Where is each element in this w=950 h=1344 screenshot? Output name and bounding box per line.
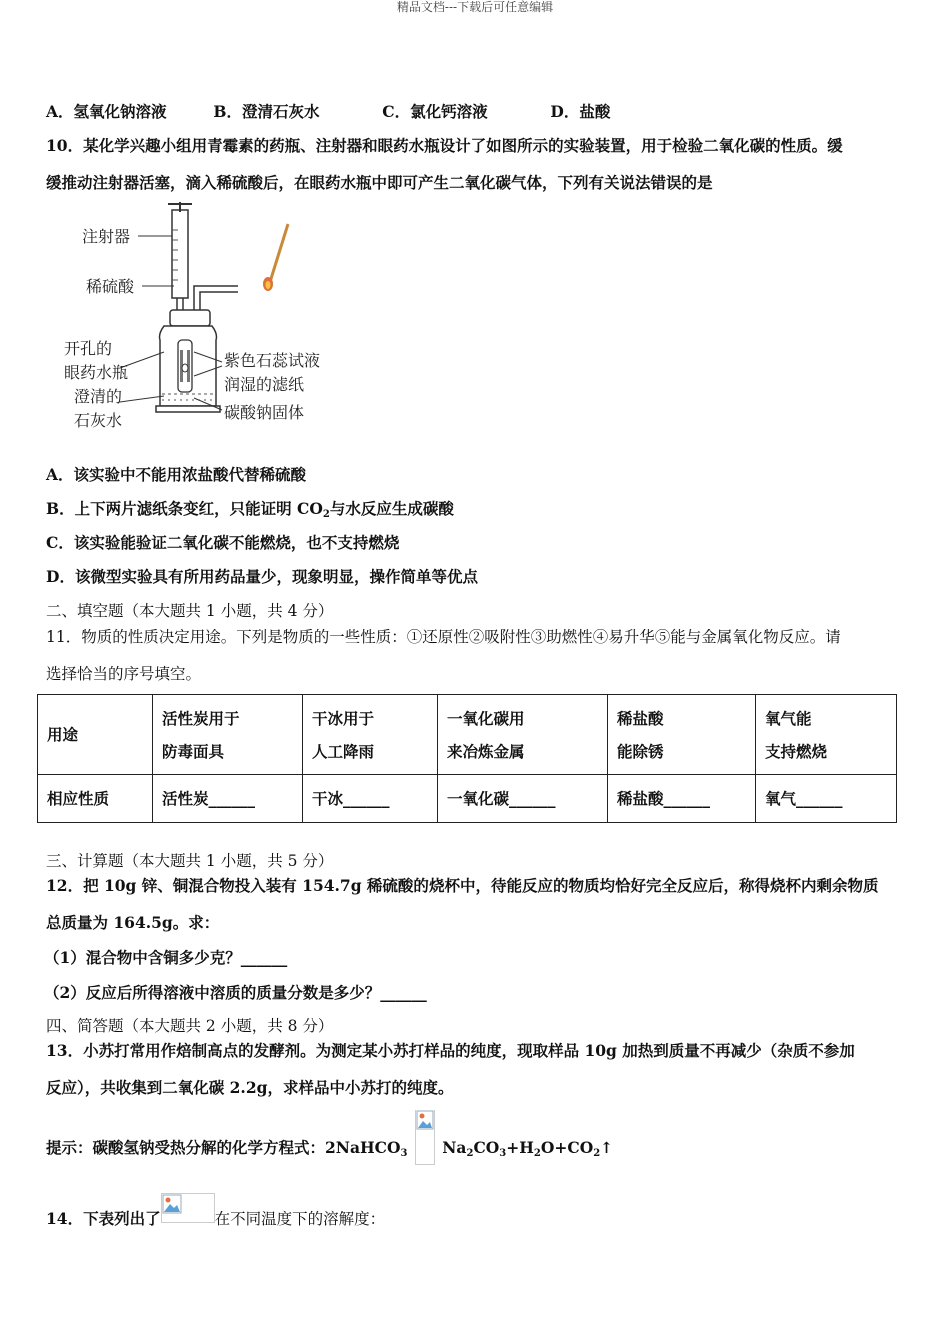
property-blank[interactable]: 一氧化碳______ [438, 775, 608, 823]
q9-options [46, 102, 610, 122]
reaction-arrow-image [415, 1110, 435, 1165]
label-limewater-1: 澄清的 [74, 387, 123, 406]
page-header: 精品文档---下载后可任意编辑 [396, 0, 554, 14]
q10-option-a: A．该实验中不能用浓盐酸代替稀硫酸 [46, 465, 307, 484]
label-bottle-2: 眼药水瓶 [64, 363, 129, 382]
option-b: B．澄清石灰水 [213, 102, 320, 121]
apparatus-figure [60, 200, 360, 440]
q10-option-c: C．该实验能验证二氧化碳不能燃烧，也不支持燃烧 [46, 533, 400, 552]
property-blank[interactable]: 稀盐酸______ [608, 775, 756, 823]
use-cell: 干冰用于 人工降雨 [303, 695, 438, 775]
row-head-property: 相应性质 [38, 775, 153, 823]
use-cell: 氧气能 支持燃烧 [756, 695, 897, 775]
property-blank[interactable]: 氧气______ [756, 775, 897, 823]
property-table [37, 694, 897, 823]
use-cell: 活性炭用于 防毒面具 [153, 695, 303, 775]
q12-stem-line2: 总质量为 164.5g。求： [46, 913, 220, 932]
q13-stem-line2: 反应），共收集到二氧化碳 2.2g，求样品中小苏打的纯度。 [46, 1078, 454, 1097]
section-2-title: 二、填空题（本大题共 1 小题，共 4 分） [46, 602, 334, 620]
use-cell: 一氧化碳用 来冶炼金属 [438, 695, 608, 775]
label-limewater-2: 石灰水 [74, 411, 123, 430]
option-c: C．氯化钙溶液 [382, 102, 488, 121]
q13-stem-line1: 13．小苏打常用作焙制高点的发酵剂。为测定某小苏打样品的纯度，现取样品 10g 加热到质量不再减少（杂质不参加 [46, 1041, 855, 1060]
use-cell: 稀盐酸 能除锈 [608, 695, 756, 775]
section-4-title: 四、简答题（本大题共 2 小题，共 8 分） [46, 1017, 334, 1035]
table-row [38, 775, 897, 823]
match-icon [270, 224, 288, 282]
label-paper-1: 紫色石蕊试液 [224, 351, 321, 370]
property-blank[interactable]: 干冰______ [303, 775, 438, 823]
option-b-text: B．上下两片滤纸条变红，只能证明 CO [46, 499, 323, 518]
option-b-tail: 与水反应生成碳酸 [329, 499, 454, 518]
label-solid: 碳酸钠固体 [224, 403, 305, 422]
broken-image-icon [162, 1194, 182, 1214]
table-row [38, 695, 897, 775]
broken-image-icon [416, 1110, 434, 1130]
q14-text: 14．下表列出了 [46, 1209, 161, 1228]
q10-stem-line1: 10．某化学兴趣小组用青霉素的药瓶、注射器和眼药水瓶设计了如图所示的实验装置，用于检验二氧化碳的性质。缓 [46, 136, 843, 155]
hint-text: 提示：碳酸氢钠受热分解的化学方程式：2NaHCO$_3$ [46, 1138, 408, 1159]
q13-hint [46, 1110, 613, 1164]
property-blank[interactable]: 活性炭______ [153, 775, 303, 823]
option-a: A．氢氧化钠溶液 [46, 102, 167, 121]
q11-stem-line2: 选择恰当的序号填空。 [46, 665, 202, 683]
syringe-barrel [172, 210, 188, 298]
q12-sub2: （2）反应后所得溶液中溶质的质量分数是多少？______ [44, 983, 427, 1002]
label-paper-2: 润湿的滤纸 [224, 375, 305, 394]
q10-option-d: D．该微型实验具有所用药品量少，现象明显，操作简单等优点 [46, 567, 478, 586]
q11-stem-line1: 11．物质的性质决定用途。下列是物质的一些性质：①还原性②吸附性③助燃性④易升华⑤能与金属氧化物反应。请 [46, 628, 841, 646]
label-syringe: 注射器 [82, 227, 131, 246]
substance-image [161, 1193, 215, 1223]
option-b-sub: 2 [322, 509, 330, 520]
q10-option-b [46, 499, 454, 525]
row-head-use: 用途 [38, 695, 153, 775]
q12-stem-line1: 12．把 10g 锌、铜混合物投入装有 154.7g 稀硫酸的烧杯中，待能反应的物质均恰好完全反应后，称得烧杯内剩余物质 [46, 876, 879, 895]
q14-stem [46, 1193, 386, 1228]
label-acid: 稀硫酸 [86, 277, 135, 296]
q12-sub1: （1）混合物中含铜多少克？______ [44, 948, 288, 967]
q14-text-tail: 在不同温度下的溶解度： [214, 1210, 386, 1228]
products: $Na_2CO_3+H_2O+CO_2↑$ [442, 1138, 614, 1159]
option-d: D．盐酸 [550, 102, 611, 121]
q10-stem-line2: 缓推动注射器活塞，滴入稀硫酸后，在眼药水瓶中即可产生二氧化碳气体，下列有关说法错误的是 [46, 173, 713, 192]
label-bottle-1: 开孔的 [64, 339, 113, 358]
section-3-title: 三、计算题（本大题共 1 小题，共 5 分） [46, 852, 334, 870]
